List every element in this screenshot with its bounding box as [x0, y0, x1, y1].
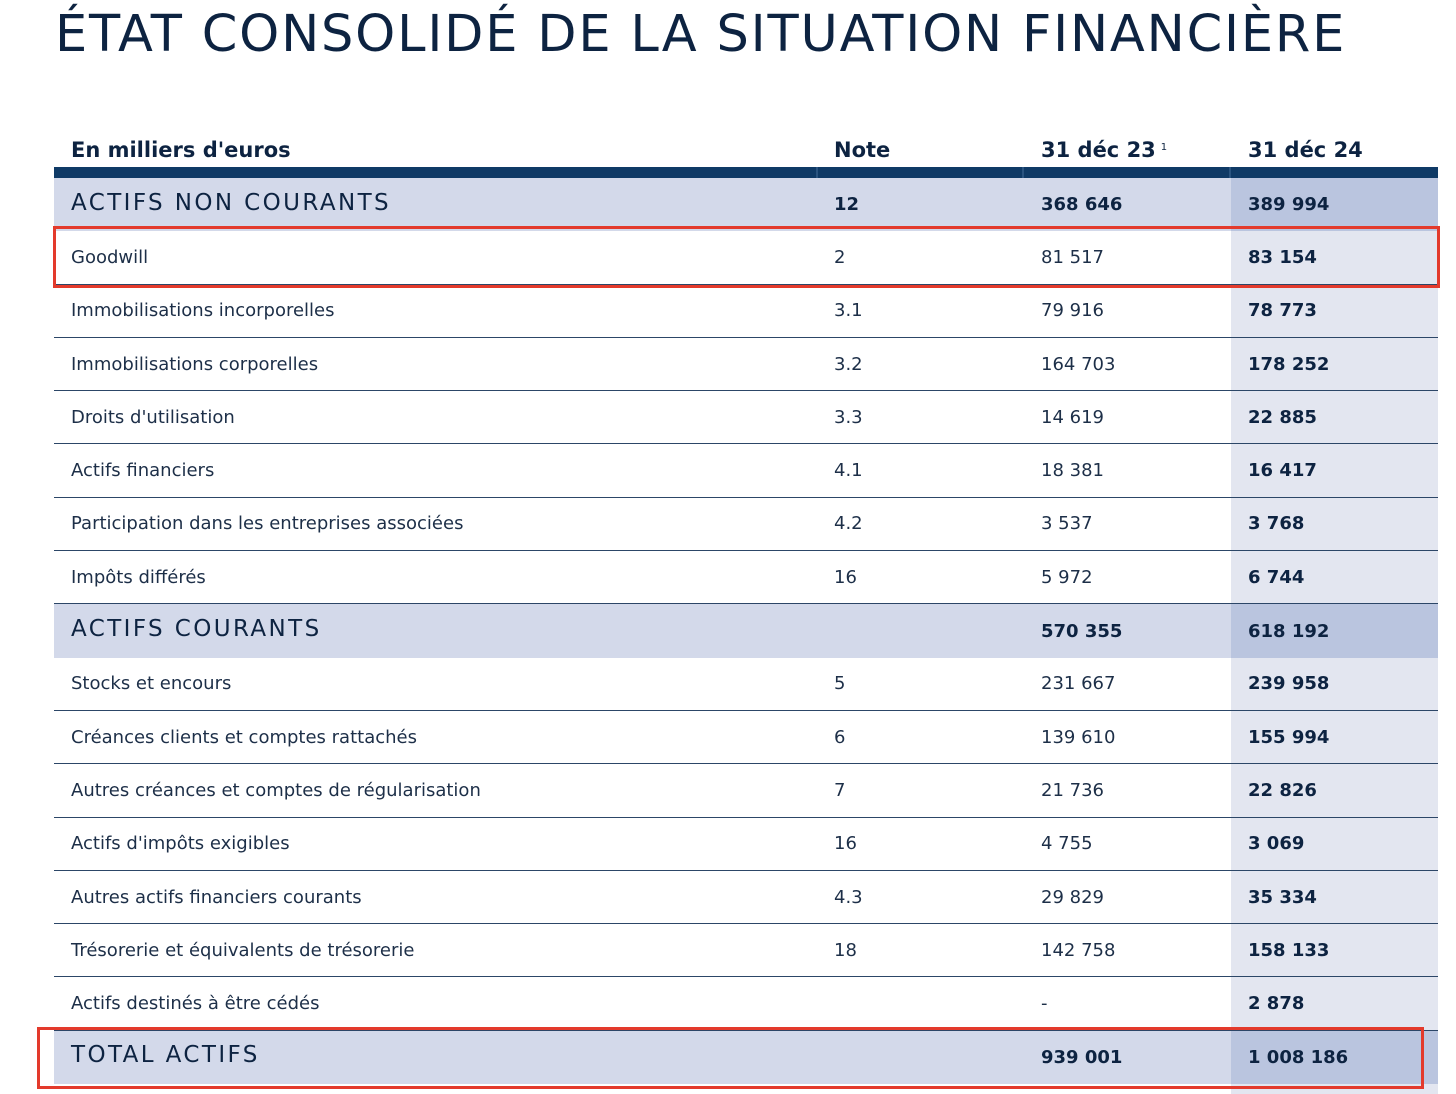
table-row [54, 445, 1438, 498]
row-note: 7 [834, 779, 846, 801]
table-row [54, 285, 1438, 338]
row-curr-year-value: 2 878 [1248, 993, 1305, 1015]
row-label: Autres actifs financiers courants [71, 886, 362, 908]
table-row [54, 711, 1438, 764]
row-prev-year-value: 139 610 [1041, 726, 1116, 748]
section-row [54, 1031, 1438, 1084]
row-note: 12 [834, 194, 860, 216]
row-note: 5 [834, 673, 846, 695]
row-prev-year-value: 79 916 [1041, 300, 1104, 322]
row-curr-year-value: 22 885 [1248, 406, 1317, 428]
row-curr-year-value: 78 773 [1248, 300, 1317, 322]
row-label: Trésorerie et équivalents de trésorerie [71, 939, 415, 961]
row-curr-year-value: 618 192 [1248, 620, 1330, 642]
row-note: 16 [834, 833, 857, 855]
row-curr-year-value: 83 154 [1248, 246, 1317, 268]
header-prev-year [1041, 125, 1167, 168]
row-label: Participation dans les entreprises associées [71, 513, 464, 535]
row-label: Actifs financiers [71, 460, 215, 482]
header-note: Note [834, 138, 891, 162]
table-row [54, 871, 1438, 924]
table-row [54, 338, 1438, 391]
table-row [54, 231, 1438, 284]
row-prev-year-value: 164 703 [1041, 353, 1116, 375]
table-row [54, 818, 1438, 871]
table-row [54, 924, 1438, 977]
row-prev-year-value: - [1041, 993, 1048, 1015]
row-curr-year-value: 155 994 [1248, 726, 1330, 748]
row-prev-year-value: 5 972 [1041, 566, 1093, 588]
row-prev-year-value: 3 537 [1041, 513, 1093, 535]
row-note: 4.1 [834, 460, 863, 482]
row-curr-year-value: 16 417 [1248, 460, 1317, 482]
row-label: Autres créances et comptes de régularisation [71, 779, 481, 801]
row-label: Immobilisations corporelles [71, 353, 319, 375]
table-row [54, 658, 1438, 711]
table-row [54, 391, 1438, 444]
header-rule-divider [816, 167, 818, 178]
page-title: ÉTAT CONSOLIDÉ DE LA SITUATION FINANCIÈRE [55, 5, 1347, 64]
row-label: Stocks et encours [71, 673, 232, 695]
row-label: Actifs destinés à être cédés [71, 993, 320, 1015]
row-curr-year-value: 178 252 [1248, 353, 1330, 375]
row-curr-year-value: 1 008 186 [1248, 1046, 1349, 1068]
row-prev-year-value: 14 619 [1041, 406, 1104, 428]
row-prev-year-value: 368 646 [1041, 194, 1123, 216]
table-row [54, 551, 1438, 604]
header-rule-divider [1229, 167, 1231, 178]
row-note: 4.2 [834, 513, 863, 535]
row-label: Droits d'utilisation [71, 406, 235, 428]
row-prev-year-value: 81 517 [1041, 246, 1104, 268]
header-rule-divider [1022, 167, 1024, 178]
row-prev-year-value: 570 355 [1041, 620, 1123, 642]
table-header-row [54, 125, 1438, 168]
row-prev-year-value: 29 829 [1041, 886, 1104, 908]
header-prev-year-text: 31 déc 23 [1041, 138, 1156, 162]
row-label: Goodwill [71, 246, 149, 268]
row-note: 18 [834, 939, 857, 961]
row-prev-year-value: 4 755 [1041, 833, 1093, 855]
row-label: Créances clients et comptes rattachés [71, 726, 417, 748]
row-prev-year-value: 142 758 [1041, 939, 1116, 961]
row-note: 2 [834, 246, 846, 268]
row-prev-year-value: 18 381 [1041, 460, 1104, 482]
row-note: 6 [834, 726, 846, 748]
row-curr-year-value: 158 133 [1248, 939, 1330, 961]
table-row [54, 764, 1438, 817]
section-row [54, 604, 1438, 657]
row-label: Actifs d'impôts exigibles [71, 833, 290, 855]
row-note: 4.3 [834, 886, 863, 908]
header-label: En milliers d'euros [71, 138, 291, 162]
row-curr-year-value: 3 768 [1248, 513, 1305, 535]
section-row [54, 178, 1438, 231]
table-row [54, 498, 1438, 551]
row-prev-year-value: 21 736 [1041, 779, 1104, 801]
row-label: ACTIFS COURANTS [71, 616, 322, 643]
header-rule [54, 167, 1438, 178]
row-label: Immobilisations incorporelles [71, 300, 335, 322]
row-curr-year-value: 389 994 [1248, 194, 1330, 216]
row-label: TOTAL ACTIFS [71, 1042, 260, 1069]
row-label: ACTIFS NON COURANTS [71, 189, 392, 216]
header-footnote-marker: 1 [1160, 142, 1168, 153]
row-prev-year-value: 939 001 [1041, 1046, 1123, 1068]
table-row [54, 978, 1438, 1031]
row-note: 3.3 [834, 406, 863, 428]
row-curr-year-value: 22 826 [1248, 779, 1317, 801]
header-curr-year: 31 déc 24 [1248, 138, 1363, 162]
row-note: 3.2 [834, 353, 863, 375]
row-curr-year-value: 6 744 [1248, 566, 1305, 588]
row-curr-year-value: 239 958 [1248, 673, 1330, 695]
row-note: 16 [834, 566, 857, 588]
row-label: Impôts différés [71, 566, 206, 588]
row-prev-year-value: 231 667 [1041, 673, 1116, 695]
row-note: 3.1 [834, 300, 863, 322]
row-curr-year-value: 3 069 [1248, 833, 1305, 855]
row-curr-year-value: 35 334 [1248, 886, 1317, 908]
